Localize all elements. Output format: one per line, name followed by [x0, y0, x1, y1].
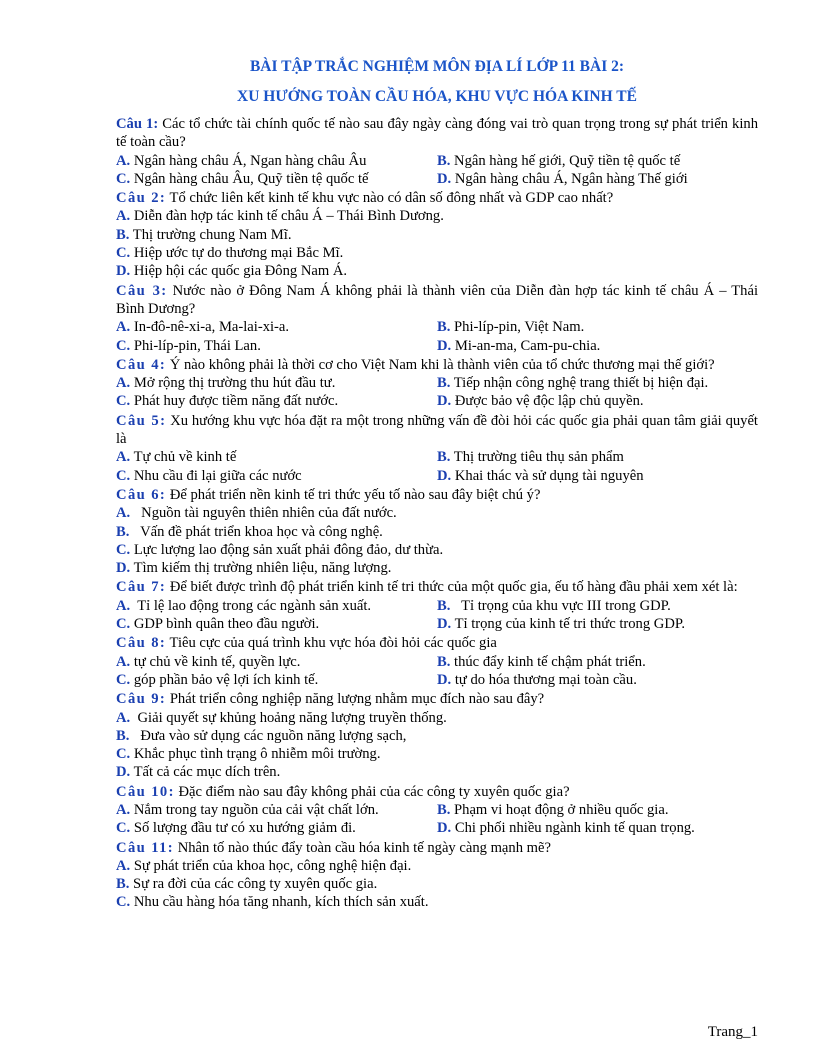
- option-letter: C.: [116, 170, 131, 187]
- option-letter: C.: [116, 894, 131, 911]
- option-text: Ngân hàng châu Âu, Quỹ tiền tệ quốc tế: [130, 170, 369, 187]
- option-text: Hiệp ước tự do thương mại Bắc Mĩ.: [130, 245, 344, 262]
- option-letter: A.: [116, 505, 131, 522]
- option-text: Tiếp nhận công nghệ trang thiết bị hiện đại.: [450, 375, 709, 392]
- option-letter: D.: [437, 337, 452, 354]
- option-letter: D.: [437, 467, 452, 484]
- option-text: tự do hóa thương mại toàn cầu.: [451, 671, 637, 688]
- option-text: GDP bình quân theo đầu người.: [130, 616, 320, 633]
- question-text: Nước nào ở Đông Nam Á không phải là thành viên của Diễn đàn hợp tác kinh tế châu Á – Thái Bình Dương?: [116, 282, 758, 317]
- option-letter: C.: [116, 337, 131, 354]
- option-letter: A.: [116, 375, 131, 392]
- option-letter: C.: [116, 820, 131, 837]
- option-text: Thị trường chung Nam Mĩ.: [129, 226, 292, 243]
- question-text: Đặc điểm nào sau đây không phải của các công ty xuyên quốc gia?: [174, 783, 570, 800]
- question-label: Câu 3:: [116, 282, 168, 299]
- question-text: Phát triển công nghiệp năng lượng nhằm mục đích nào sau đây?: [166, 691, 545, 708]
- option-letter: B.: [116, 876, 130, 893]
- question-label: Câu 11:: [116, 839, 175, 856]
- option-text: Nhu cầu đi lại giữa các nước: [130, 467, 302, 484]
- option-text: Được bảo vệ độc lập chủ quyền.: [451, 393, 644, 410]
- option-text: Nhu cầu hàng hóa tăng nhanh, kích thích sản xuất.: [130, 894, 429, 911]
- option-letter: C.: [116, 467, 131, 484]
- option-letter: A.: [116, 653, 131, 670]
- document-page: [116, 57, 758, 912]
- question-3: [116, 282, 758, 355]
- question-text: Ý nào không phải là thời cơ cho Việt Nam khi là thành viên của tổ chức thương mại thế giới?: [166, 356, 715, 373]
- option-letter: C.: [116, 616, 131, 633]
- question-text: Các tổ chức tài chính quốc tế nào sau đây ngày càng đóng vai trò quan trọng trong sự phát triển kinh tế toàn cầu?: [116, 116, 758, 151]
- option-letter: D.: [437, 170, 452, 187]
- option-text: Tìm kiếm thị trường nhiên liệu, năng lượng.: [130, 560, 392, 577]
- question-4: [116, 356, 758, 411]
- option-letter: D.: [437, 671, 452, 688]
- question-9: [116, 690, 758, 781]
- option-text: Ngân hàng châu Á, Ngân hàng Thế giới: [451, 170, 688, 187]
- question-1: [116, 115, 758, 188]
- option-text: Khắc phục tình trạng ô nhiễm môi trường.: [130, 746, 381, 763]
- option-letter: D.: [437, 820, 452, 837]
- option-text: Ngân hàng hế giới, Quỹ tiền tệ quốc tế: [450, 152, 681, 169]
- option-letter: A.: [116, 597, 131, 614]
- option-text: Ngân hàng châu Á, Ngan hàng châu Âu: [130, 152, 367, 169]
- option-letter: B.: [116, 727, 130, 744]
- option-text: Khai thác và sử dụng tài nguyên: [451, 467, 644, 484]
- option-letter: B.: [437, 152, 451, 169]
- option-text: Nguồn tài nguyên thiên nhiên của đất nước.: [130, 505, 397, 522]
- option-text: tự chủ về kinh tế, quyền lực.: [130, 653, 301, 670]
- option-text: Sự phát triển của khoa học, công nghệ hiện đại.: [130, 857, 412, 874]
- option-letter: B.: [437, 801, 451, 818]
- option-letter: A.: [116, 208, 131, 225]
- option-letter: D.: [437, 393, 452, 410]
- option-text: Tỉ trọng của kinh tế tri thức trong GDP.: [451, 616, 686, 633]
- option-letter: D.: [116, 764, 131, 781]
- option-text: Sự ra đời của các công ty xuyên quốc gia.: [129, 876, 378, 893]
- option-text: Hiệp hội các quốc gia Đông Nam Á.: [130, 263, 348, 280]
- question-text: Để biết được trình độ phát triển kinh tế tri thức của một quốc gia, ếu tố hàng đầu phải xem xét là:: [166, 579, 738, 596]
- question-label: Câu 9:: [116, 691, 167, 708]
- option-letter: B.: [116, 226, 130, 243]
- question-text: Nhân tố nào thúc đẩy toàn cầu hóa kinh tế ngày càng mạnh mẽ?: [174, 839, 551, 856]
- option-text: Lực lượng lao động sản xuất phải đông đảo, dư thừa.: [130, 541, 444, 558]
- question-text: Xu hướng khu vực hóa đặt ra một trong những vấn đề đòi hỏi các quốc gia phải quan tâm giải quyết là: [116, 412, 758, 448]
- option-text: Tự chủ về kinh tế: [130, 449, 237, 466]
- option-text: thúc đẩy kinh tế chậm phát triển.: [450, 653, 646, 670]
- option-letter: B.: [437, 319, 451, 336]
- question-5: [116, 412, 758, 485]
- option-text: Phi-líp-pin, Việt Nam.: [450, 319, 585, 336]
- option-letter: A.: [116, 319, 131, 336]
- option-text: Tỉ lệ lao động trong các ngành sản xuất.: [130, 597, 372, 614]
- question-11: [116, 839, 758, 912]
- question-label: Câu 2:: [116, 190, 167, 207]
- option-text: Tất cả các mục dích trên.: [130, 764, 281, 781]
- option-text: Phi-líp-pin, Thái Lan.: [130, 337, 261, 354]
- question-6: [116, 486, 758, 577]
- option-letter: B.: [437, 653, 451, 670]
- question-2: [116, 189, 758, 280]
- option-letter: D.: [437, 616, 452, 633]
- option-text: Phát huy được tiềm năng đất nước.: [130, 393, 339, 410]
- option-letter: C.: [116, 746, 131, 763]
- question-text: Để phát triển nền kinh tế tri thức yếu tố nào sau đây biệt chú ý?: [166, 486, 541, 503]
- option-letter: B.: [437, 597, 451, 614]
- option-text: Nắm trong tay nguồn của cải vật chất lớn.: [130, 801, 379, 818]
- option-letter: C.: [116, 671, 131, 688]
- question-10: [116, 783, 758, 838]
- option-letter: C.: [116, 541, 131, 558]
- option-text: Số lượng đầu tư có xu hướng giảm đi.: [130, 820, 356, 837]
- title-line-2: XU HƯỚNG TOÀN CẦU HÓA, KHU VỰC HÓA KINH TẾ: [237, 88, 637, 105]
- option-text: Mở rộng thị trường thu hút đầu tư.: [130, 375, 336, 392]
- option-letter: C.: [116, 393, 131, 410]
- option-letter: A.: [116, 152, 131, 169]
- option-letter: A.: [116, 801, 131, 818]
- question-label: Câu 7:: [116, 579, 167, 596]
- option-letter: B.: [437, 449, 451, 466]
- option-text: In-đô-nê-xi-a, Ma-lai-xi-a.: [130, 319, 290, 336]
- option-text: góp phần bảo vệ lợi ích kinh tế.: [130, 671, 319, 688]
- question-text: Tổ chức liên kết kinh tế khu vực nào có dân số đông nhất và GDP cao nhất?: [166, 190, 614, 207]
- option-text: Vấn đề phát triển khoa học và công nghệ.: [129, 523, 383, 540]
- question-8: [116, 634, 758, 689]
- question-label: Câu 4:: [116, 356, 167, 373]
- question-label: Câu 5:: [116, 412, 167, 429]
- option-text: Giải quyết sự khủng hoảng năng lượng truyền thống.: [130, 709, 447, 726]
- option-text: Đưa vào sử dụng các nguồn năng lượng sạch,: [129, 727, 407, 744]
- option-text: Diễn đàn hợp tác kinh tế châu Á – Thái Bình Dương.: [130, 208, 444, 225]
- question-label: Câu 1:: [116, 116, 159, 132]
- option-text: Thị trường tiêu thụ sản phẩm: [450, 449, 624, 466]
- question-7: [116, 578, 758, 633]
- option-text: Mi-an-ma, Cam-pu-chia.: [451, 337, 601, 354]
- option-letter: B.: [437, 375, 451, 392]
- option-letter: A.: [116, 857, 131, 874]
- question-text: Tiêu cực của quá trình khu vực hóa đòi hỏi các quốc gia: [166, 635, 497, 652]
- option-letter: C.: [116, 245, 131, 262]
- option-letter: D.: [116, 263, 131, 280]
- question-label: Câu 6:: [116, 486, 167, 503]
- option-text: Phạm vi hoạt động ở nhiều quốc gia.: [450, 801, 669, 818]
- page-number: Trang_1: [707, 1024, 758, 1040]
- option-letter: D.: [116, 560, 131, 577]
- question-label: Câu 10:: [116, 783, 175, 800]
- option-letter: B.: [116, 523, 130, 540]
- option-text: Chi phối nhiều ngành kinh tế quan trọng.: [451, 820, 695, 837]
- title-line-1: BÀI TẬP TRẮC NGHIỆM MÔN ĐỊA LÍ LỚP 11 BÀI 2:: [249, 58, 625, 75]
- option-text: Tỉ trọng của khu vực III trong GDP.: [450, 597, 671, 614]
- question-label: Câu 8:: [116, 635, 167, 652]
- option-letter: A.: [116, 709, 131, 726]
- option-letter: A.: [116, 449, 131, 466]
